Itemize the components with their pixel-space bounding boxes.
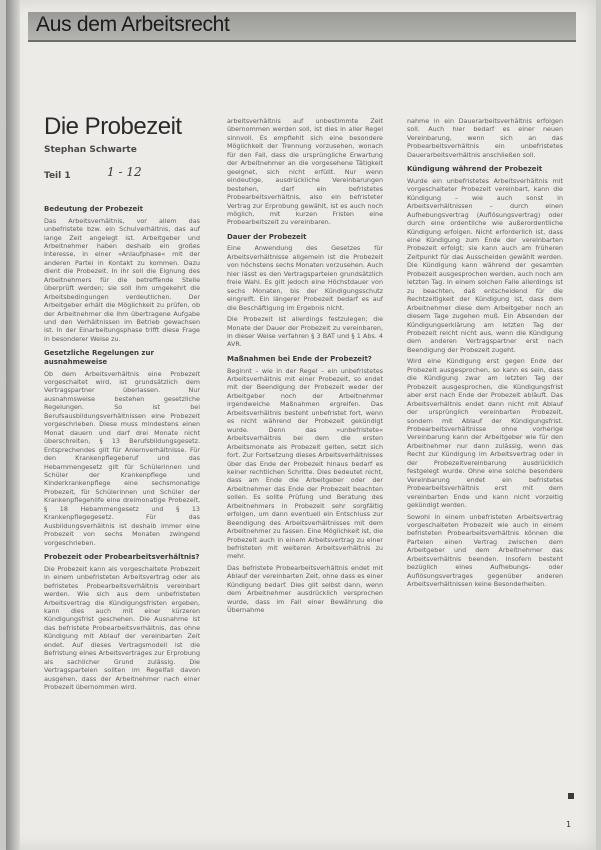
paragraph: arbeitsverhältnis auf unbestimmte Zeit übernommen werden soll, ist dies in aller Regel sinnvoll. Es empfiehlt sich eine besondere Möglichkeit der Trennung vorzusehen, wonach für den Fall, dass die ursprüngliche Erwartung der Arbeitnehmer an die vorgesehene Tätigkeit geeignet, sich nicht erfüllt. Nur wenn eindeutige, ausdrückliche Vereinbarungen bestehen, darf ein befristetes Probearbeitsverhältnis, also ein befristeter Vertrag zur Erprobung gewählt, ist es auch noch möglich, mit kurzen Fristen eine Probearbeitszeit zu vereinbaren.: [227, 117, 383, 227]
text-column-3: [407, 117, 563, 592]
paragraph: Das Arbeitsverhältnis, vor allem das unbefristete bzw. ein Schulverhältnis, das auf lange Zeit angelegt ist. Arbeitgeber und Arbeitnehmer haben deshalb ein großes Interesse, in einer »Anlaufphase« mit der anderen Partei in Kontakt zu kommen. Dazu dient die Probezeit. In ihr soll die Eignung des Arbeitnehmers für die betreffende Stelle überprüft werden; sie soll ihm umgekehrt die Arbeitsbedingungen verdeutlichen. Der Arbeitgeber erhält die Möglichkeit zu prüfen, ob der Arbeitnehmer die ihm übertragene Aufgabe und den Verhältnissen im Betrieb gewachsen ist. In der Einarbeitungsphase trifft diese Frage in besonderer Weise zu.: [44, 216, 200, 343]
paragraph: Das befristete Probearbeitsverhältnis endet mit Ablauf der vereinbarten Zeit, ohne dass es einer Kündigung bedarf. Dies gilt selbst dann, wenn dem Arbeitnehmer ausdrücklich versprochen wurde, dass im Fall einer Bewährung die Übernahme: [227, 563, 383, 615]
section-heading: Dauer der Probezeit: [227, 232, 307, 241]
text-column-1: [44, 205, 200, 694]
article-end-mark: [568, 793, 574, 799]
section-heading: Probezeit oder Probearbeitsverhältnis?: [44, 553, 200, 562]
paragraph: Die Probezeit ist allerdings festzulegen; die Monate der Dauer der Probezeit zu vereinbaren, in dieser Weise verfahren § 3 BAT und § 1 Abs. 4 AVR.: [227, 315, 383, 349]
paragraph: Wurde ein unbefristetes Arbeitsverhältnis mit vorgeschalteter Probezeit vereinbart, kann die Kündigung – wie auch sonst in Arbeitsverhältnissen – durch einen Aufhebungsvertrag (Auflösungsvertrag) oder durch eine ordentliche wie außerordentliche Kündigung erfolgen. Nicht erforderlich ist, dass eine Kündigung zum Ende der vereinbarten Probezeit erfolgt; sie kann auch am früheren Zeitpunkt für das Ausscheiden gewählt werden. Die Kündigung kann während der gesamten Probezeit ausgesprochen werden, auch noch am letzten Tag. In einem solchen Falle allerdings ist zu beachten, daß entscheidend für die Rechtzeitigkeit der Kündigung ist, dass dem Arbeitnehmer diese dem Arbeitgeber noch an diesem Tage zugehen muß. Ein Absenden der Kündigungserklärung am letzten Tag der Probezeit reicht nicht aus, wenn die Kündigung dem anderen Vertragspartner erst nach Beendigung der Probezeit zugeht.: [407, 176, 563, 354]
paragraph: nahme in ein Dauerarbeitsverhältnis erfolgen soll. Auch hier bedarf es einer neuen Vereinbarung, wenn sich an das Probearbeitsverhältnis ein unbefristetes Dauerarbeitsverhältnis anschließen soll.: [407, 117, 563, 159]
paragraph: Ob dem Arbeitsverhältnis eine Probezeit vorgeschaltet wird, ist grundsätzlich dem Vertragspartner überlassen. Nur ausnahmsweise bestehen gesetzliche Regelungen. So ist bei Berufsausbildungsverhältnissen eine Probezeit vorgeschrieben. Diese muss mindestens einen Monat dauern und darf drei Monate nicht überschreiten, § 13 Berufsbildungsgesetz. Entsprechendes gilt für Anlernverhältnisse. Für den Krankenpflegeberuf und das Hebammengesetz gilt für Schülerinnen und Schüler der Krankenpflege und Kinderkrankenpflege eine sechsmonatige Probezeit, für Schülerinnen und Schüler der Krankenpflegehilfe eine dreimonatige Probezeit, § 18 Hebammengesetz und § 13 Krankenpflegegesetz. Für das Ausbildungsverhältnis ist deshalb immer eine Probezeit von sechs Monaten zwingend vorgeschrieben.: [44, 369, 200, 547]
paragraph: Wird eine Kündigung erst gegen Ende der Probezeit ausgesprochen, so kann es sein, dass die Kündigung zwar am letzten Tag der Probezeit ausgesprochen, die Kündigungsfrist aber erst nach Ende der Probezeit abläuft. Das Arbeitsverhältnis endet dann nicht mit Ablauf der ursprünglich vereinbarten Probezeit, sondern mit Ablauf der Kündigungsfrist. Probearbeitsverhältnisse ohne vorherige Vereinbarung kann der Arbeitgeber wie für den Arbeitnehmer nur dann zulässig, wenn das Recht zur Kündigung im Arbeitsvertrag oder in der Probezeitvereinbarung ausdrücklich festgelegt wurde. Ohne eine solche besondere Vereinbarung endet ein befristetes Probearbeitsverhältnis erst mit dem vereinbarten Ende und kann nicht vorzeitig gekündigt werden.: [407, 357, 563, 510]
article-part-label: Teil 1: [44, 171, 71, 181]
article-author: Stephan Schwarte: [44, 145, 137, 155]
section-heading: Kündigung während der Probezeit: [407, 165, 543, 174]
section-title: Aus dem Arbeitsrecht: [36, 13, 230, 36]
section-header-band: [28, 12, 576, 42]
article-title: Die Probezeit: [44, 113, 182, 140]
paragraph: Eine Anwendung des Gesetzes für Arbeitsverhältnisse allgemein ist die Probezeit von höchstens sechs Monaten vorzusehen. Auch hier lässt es den Vertragsparteien grundsätzlich freie Wahl. Es gilt jedoch eine Höchstdauer von sechs Monaten, bis der Kündigungsschutz eingreift. Ein längerer Probezeit bedarf es auf die Beschäftigung im Ergebnis nicht.: [227, 244, 383, 312]
paragraph: Sowohl in einem unbefristeten Arbeitsvertrag vorgeschalteten Probezeit wie auch in einem befristeten Probearbeitsverhältnis können die Parteien einen Vertrag zwischen dem Arbeitgeber und dem Arbeitnehmer das Arbeitsverhältnis beenden. Insofern besteht bezüglich eines Aufhebungs- oder Auflösungsvertrages gegenüber anderen Arbeitsverhältnissen keine Besonderheiten.: [407, 512, 563, 589]
paragraph: Die Probezeit kann als vorgeschaltete Probezeit in einem unbefristeten Arbeitsvertrag oder als befristetes Probearbeitsverhältnis vereinbart werden. Wie sich aus dem unbefristeten Arbeitsvertrag die Kündigungsfristen ergeben, kann dies auch mit einer kürzeren Kündigungsfrist geschehen. Die Ausnahme ist das befristete Probearbeitsverhältnis, das ohne Kündigung mit Ablauf der vereinbarten Zeit endet. Auf dieses Vertragsmodell ist die Befristung eines Arbeitsvertrages zur Erprobung als sachlicher Grund zulässig. Die Vertragsparteien sollten im Regelfall davon ausgehen, dass der Arbeitnehmer nach einer Probezeit übernommen wird.: [44, 564, 200, 692]
section-heading: Maßnahmen bei Ende der Probezeit?: [227, 354, 372, 363]
handwritten-note: 1 - 12: [107, 165, 142, 179]
paragraph: Beginnt – wie in der Regel – ein unbefristetes Arbeitsverhältnis mit einer Probezeit, so endet mit der Beendigung der Probezeit weder der Arbeitgeber noch der Arbeitnehmer irgendwelche Maßnahmen ergreifen. Das Arbeitsverhältnis besteht unbefristet fort, wenn es nicht während der Probezeit gekündigt wurde. Denn das »unbefristete« Arbeitsverhältnis bei dem die ersten Arbeitsmonate als Probezeit gelten, setzt sich fort. Zur Fortsetzung dieses Arbeitsverhältnisses über das Ende der Probezeit hinaus bedarf es keiner rechtlichen Schritte. Dies bedeutet nicht, dass am Ende die Arbeitgeber oder der Arbeitnehmer das Ende der Probezeit beachten sollen. Es sollte Prüfung und Beratung des Arbeitnehmers in Probezeit sehr sorgfältig erfolgen, um dann eventuell ein Entschluss zur Beendigung des Arbeitsverhältnisses mit dem Arbeitnehmer zu fassen. Eine Möglichkeit ist, die Probezeit auch in einem Arbeitsvertrag zu einer befristeten mit weiteren Arbeitsverhältnis zu mehr.: [227, 366, 383, 561]
scan-shadow: [6, 0, 20, 850]
document-page: [6, 0, 596, 850]
page-number: 1: [566, 820, 572, 829]
text-column-2: [227, 117, 383, 618]
section-heading: Bedeutung der Probezeit: [44, 205, 143, 213]
section-heading: Gesetzliche Regelungen zur ausnahmeweise: [44, 349, 154, 366]
